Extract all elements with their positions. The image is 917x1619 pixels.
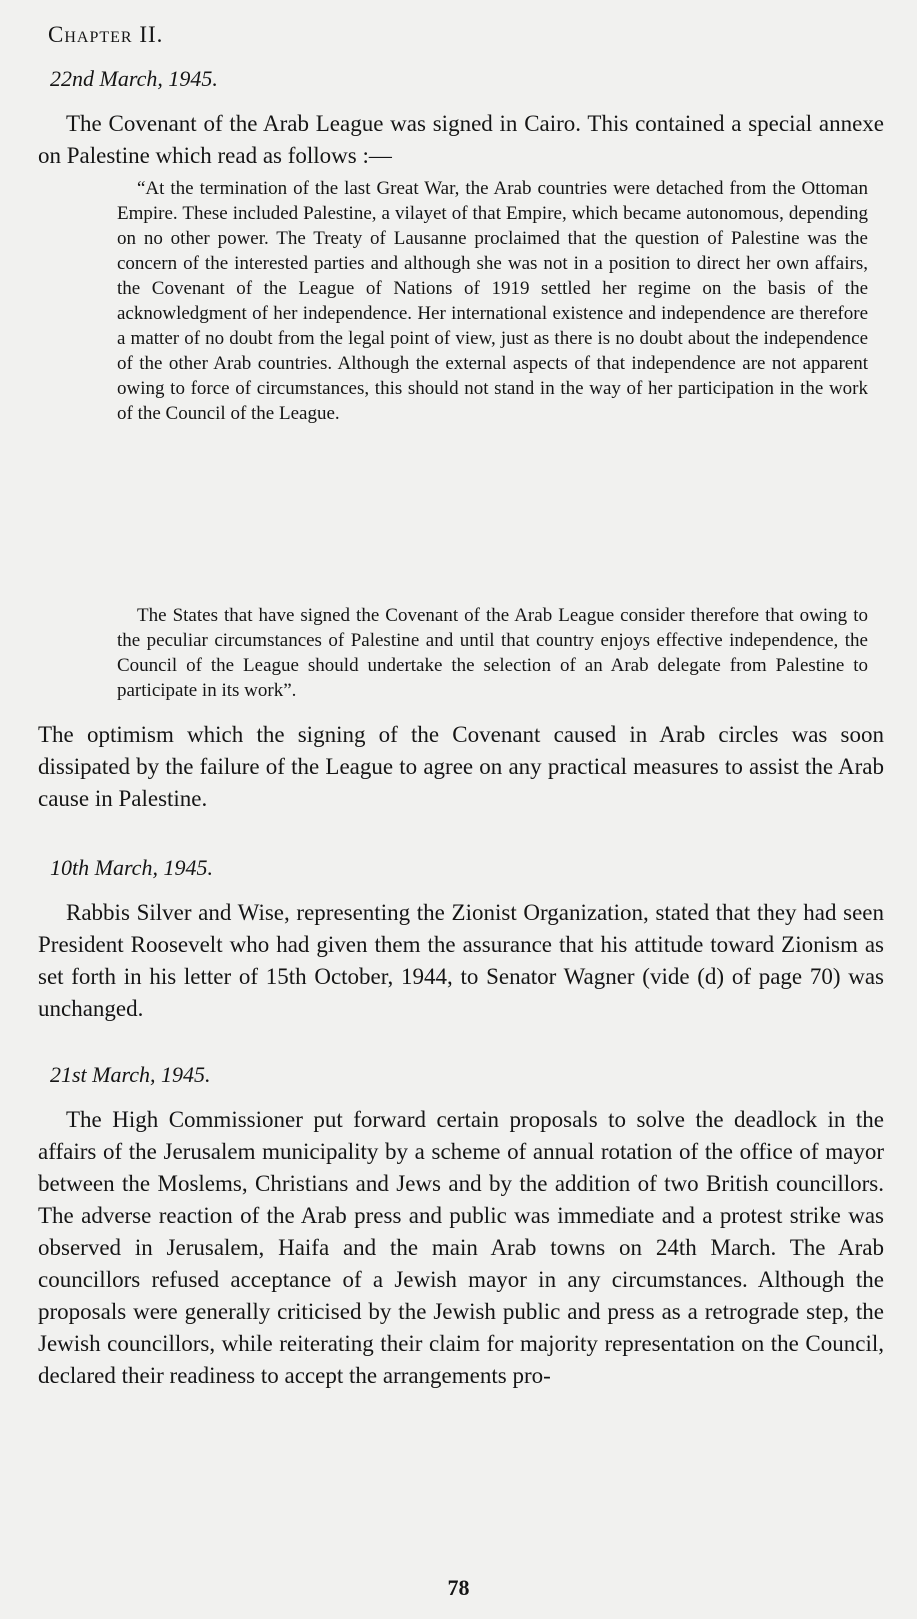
annexe-quote-paragraph: “At the termination of the last Great War, the Arab countries were detached from the Ottoman Empire. These included Palestine, a vilayet of that Empire, which became autonomous, depending on no other power. The Treaty of Lausanne proclaimed that the question of Palestine was the concern of the interested parties and although she was not in a position to direct her own affairs, the Covenant of the League of Nations of 1919 settled her regime on the basis of the acknowledgment of her independence. Her international existence and independence are therefore a matter of no doubt from the legal point of view, just as there is no doubt about the independence of the other Arab countries. Although the external aspects of that independence are not apparent owing to force of circumstances, this should not stand in the way of her participation in the work of the Council of the League. — [117, 178, 868, 424]
entry-intro-paragraph: The Covenant of the Arab League was signed in Cairo. This contained a special annexe on Palestine which read as follows :— — [38, 111, 884, 168]
entry-body-paragraph: Rabbis Silver and Wise, representing the Zionist Organization, stated that they had seen President Roosevelt who had given them the assurance that his attitude toward Zionism as set forth in his letter of 15th October, 1944, to Senator Wagner (vide (d) of page 70) was unchanged. — [38, 900, 884, 1021]
entry-closing-paragraph: The optimism which the signing of the Covenant caused in Arab circles was soon dissipated by the failure of the League to agree on any practical measures to assist the Arab cause in Palestine. — [38, 722, 884, 811]
page-number: 78 — [447, 1575, 470, 1600]
entry-date: 22nd March, 1945. — [50, 66, 218, 91]
chapter-heading: Chapter II. — [48, 22, 164, 47]
entry-date: 21st March, 1945. — [50, 1062, 211, 1087]
annexe-quote-paragraph: The States that have signed the Covenant of the Arab League consider therefore that owing to the peculiar circumstances of Palestine and until that country enjoys effective independence, the Council of the League should undertake the selection of an Arab delegate from Palestine to participate in its work”. — [117, 605, 868, 701]
entry-body-paragraph: The High Commissioner put forward certain proposals to solve the deadlock in the affairs of the Jerusalem municipality by a scheme of annual rotation of the office of mayor between the Moslems, Christians and Jews and by the addition of two British councillors. The adverse reaction of the Arab press and public was immediate and a protest strike was observed in Jerusalem, Haifa and the main Arab towns on 24th March. The Arab councillors refused acceptance of a Jewish mayor in any circumstances. Although the proposals were generally criticised by the Jewish public and press as a retrograde step, the Jewish councillors, while reiterating their claim for majority representation on the Council, declared their readiness to accept the arrangements pro- — [38, 1107, 884, 1388]
entry-date: 10th March, 1945. — [50, 855, 213, 880]
